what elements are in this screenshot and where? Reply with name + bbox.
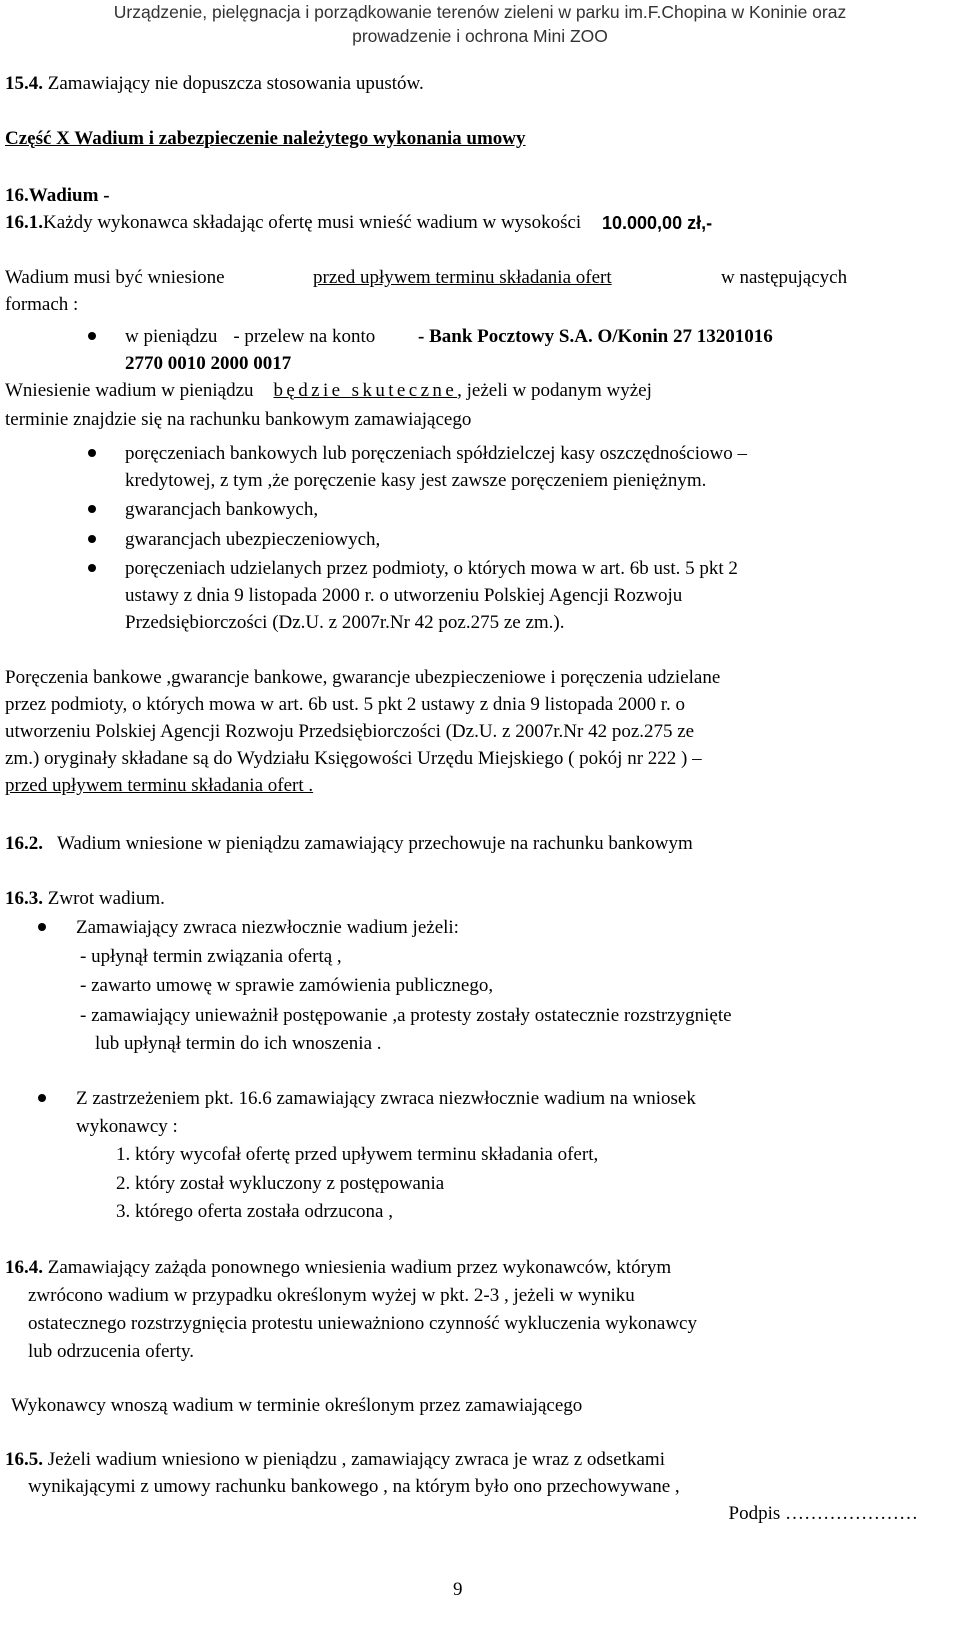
form-sureties-line-2: kredytowej, z tym ,że poręczenie kasy jest zawsze poręczeniem pieniężnym. [125, 470, 707, 491]
section-number: 16.2. [5, 833, 43, 854]
numbered-item-1: 1. który wycofał ofertę przed upływem terminu składania ofert, [116, 1144, 599, 1165]
section-16-title: 16.Wadium - [5, 185, 110, 206]
wadium-forms-label: formach : [5, 294, 79, 315]
form-agency-sureties-line-1: poręczeniach udzielanych przez podmioty, o których mowa w art. 6b ust. 5 pkt 2 [125, 558, 738, 579]
section-16-1 [5, 213, 581, 232]
section-text: Każdy wykonawca składając ofertę musi wnieść wadium w wysokości [43, 212, 582, 233]
section-number: 16.5. [5, 1449, 43, 1470]
numbered-item-2: 2. który został wykluczony z postępowania [116, 1173, 445, 1194]
guarantees-para-line-5: przed upływem terminu składania ofert . [5, 775, 314, 796]
section-16-5-line-2: wynikającymi z umowy rachunku bankowego , na którym było ono przechowywane , [28, 1476, 680, 1497]
effectiveness-line-1 [5, 381, 652, 400]
guarantees-para-line-4: zm.) oryginały składane są do Wydziału Księgowości Urzędu Miejskiego ( pokój nr 222 ) – [5, 748, 702, 769]
guarantees-para-line-3: utworzeniu Polskiej Agencji Rozwoju Przedsiębiorczości (Dz.U. z 2007r.Nr 42 poz.275 ze [5, 721, 695, 742]
bullet-icon [88, 535, 96, 543]
return-condition-3: - zamawiający unieważnił postępowanie ,a protesty zostały ostatecznie rozstrzygnięte [80, 1005, 732, 1026]
bank-account-line-1: - Bank Pocztowy S.A. O/Konin 27 13201016 [418, 326, 773, 347]
bullet-icon [88, 564, 96, 572]
section-number: 16.1. [5, 212, 43, 233]
wadium-deadline: przed upływem terminu składania ofert [313, 267, 612, 288]
return-on-request-line-2: wykonawcy : [76, 1116, 178, 1137]
effectiveness-line-2: terminie znajdzie się na rachunku bankowym zamawiającego [5, 409, 472, 430]
header-line-1: Urządzenie, pielęgnacja i porządkowanie terenów zieleni w parku im.F.Chopina w Koninie oraz [113, 2, 847, 22]
bullet-icon [88, 449, 96, 457]
form-sureties-line-1: poręczeniach bankowych lub poręczeniach spółdzielczej kasy oszczędnościowo – [125, 443, 747, 464]
section-15-4 [5, 74, 424, 93]
bank-account-line-2: 2770 0010 2000 0017 [125, 353, 292, 374]
deadline-note: Wykonawcy wnoszą wadium w terminie określonym przez zamawiającego [11, 1395, 583, 1416]
return-condition-3-cont: lub upłynął termin do ich wnoszenia . [95, 1033, 382, 1054]
section-text: Jeżeli wadium wniesiono w pieniądzu , zamawiający zwraca je wraz z odsetkami [47, 1449, 665, 1470]
form-agency-sureties-line-2: ustawy z dnia 9 listopada 2000 r. o utworzeniu Polskiej Agencji Rozwoju [125, 585, 683, 606]
bullet-icon [88, 505, 96, 513]
section-text: Wadium wniesione w pieniądzu zamawiający przechowuje na rachunku bankowym [57, 833, 693, 854]
guarantees-para-line-2: przez podmioty, o których mowa w art. 6b ust. 5 pkt 2 ustawy z dnia 9 listopada 2000 r. o [5, 694, 686, 715]
numbered-item-3: 3. którego oferta została odrzucona , [116, 1201, 393, 1222]
part-title: Część X Wadium i zabezpieczenie należytego wykonania umowy [5, 128, 526, 149]
section-16-5-line-1 [5, 1450, 665, 1469]
section-16-4-line-2: zwrócono wadium w przypadku określonym wyżej w pkt. 2-3 , jeżeli w wyniku [28, 1285, 635, 1306]
return-condition-1: - upłynął termin związania ofertą , [80, 946, 342, 967]
bullet-icon [38, 923, 46, 931]
form-cash-transfer: - przelew na konto [233, 326, 376, 347]
section-text: Zamawiający zażąda ponownego wniesienia wadium przez wykonawców, którym [47, 1257, 672, 1278]
return-on-request-line-1: Z zastrzeżeniem pkt. 16.6 zamawiający zwraca niezwłocznie wadium na wniosek [76, 1088, 696, 1109]
section-text: Zamawiający nie dopuszcza stosowania upustów. [47, 73, 424, 94]
section-number: 15.4. [5, 73, 43, 94]
section-16-4-line-1 [5, 1258, 671, 1277]
section-title: Zwrot wadium. [47, 888, 165, 909]
bullet-icon [38, 1094, 46, 1102]
wadium-intro: Wadium musi być wniesione [5, 267, 225, 288]
return-condition-2: - zawarto umowę w sprawie zamówienia publicznego, [80, 975, 494, 996]
wadium-amount: 10.000,00 zł,- [602, 213, 713, 233]
page-number: 9 [453, 1579, 463, 1600]
section-number: 16.4. [5, 1257, 43, 1278]
form-cash-label: w pieniądzu [125, 326, 218, 347]
form-agency-sureties-line-3: Przedsiębiorczości (Dz.U. z 2007r.Nr 42 poz.275 ze zm.). [125, 612, 565, 633]
section-16-3 [5, 889, 165, 908]
effectiveness-text-a: Wniesienie wadium w pieniądzu [5, 380, 254, 401]
wadium-intro-tail: w następujących [721, 267, 848, 288]
section-16-4-line-3: ostatecznego rozstrzygnięcia protestu unieważniono czynność wykluczenia wykonawcy [28, 1313, 697, 1334]
section-number: 16.3. [5, 888, 43, 909]
effectiveness-emphasis: będzie skuteczne [273, 380, 458, 401]
bullet-icon [88, 332, 96, 340]
effectiveness-text-c: , jeżeli w podanym wyżej [457, 380, 652, 401]
form-bank-guarantees: gwarancjach bankowych, [125, 499, 319, 520]
signature-line: Podpis ………………… [728, 1503, 918, 1524]
section-16-2 [5, 834, 693, 853]
form-insurance-guarantees: gwarancjach ubezpieczeniowych, [125, 529, 381, 550]
header-line-2: prowadzenie i ochrona Mini ZOO [352, 26, 608, 46]
section-16-4-line-4: lub odrzucenia oferty. [28, 1341, 194, 1362]
return-condition-intro: Zamawiający zwraca niezwłocznie wadium jeżeli: [76, 917, 459, 938]
guarantees-para-line-1: Poręczenia bankowe ,gwarancje bankowe, gwarancje ubezpieczeniowe i poręczenia udzielane [5, 667, 721, 688]
form-cash [125, 327, 375, 346]
